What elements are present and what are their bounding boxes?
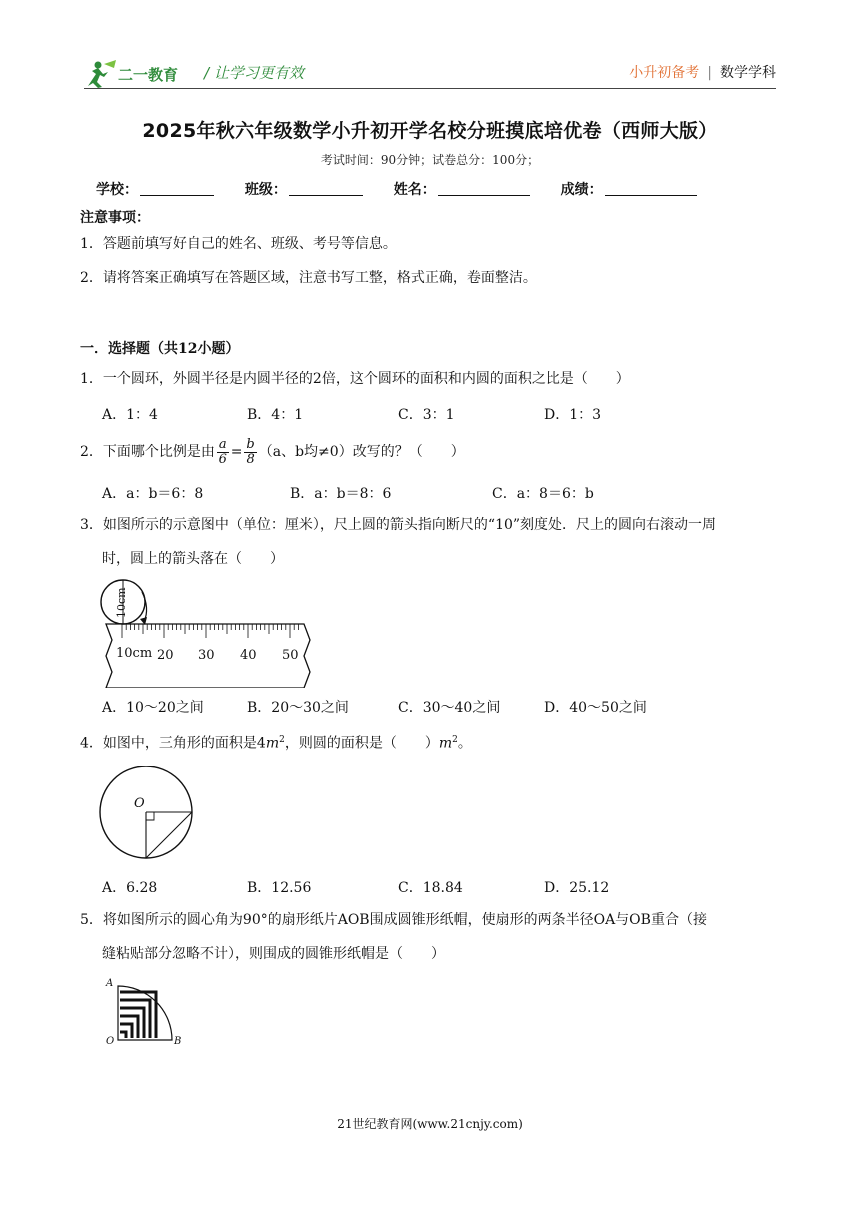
page-footer: 21世纪教育网(www.21cnjy.com)	[337, 1117, 523, 1131]
page-title: 2025年秋六年级数学小升初开学名校分班摸底培优卷（西师大版）	[142, 120, 718, 142]
q1-option-c[interactable]: C．3：1	[398, 407, 455, 423]
q4-circle-figure	[98, 766, 198, 862]
ruler-label: 30	[198, 648, 215, 663]
q1-option-d[interactable]: D．1：3	[544, 407, 602, 423]
q2-stem	[80, 434, 465, 470]
q2-equals: =	[230, 444, 243, 460]
field-class-blank[interactable]	[289, 181, 363, 196]
q2-fraction-b: $\frac{b}{8}$	[246, 436, 255, 467]
slogan: / 让学习更有效	[204, 64, 304, 82]
field-school-blank[interactable]	[140, 181, 214, 196]
q2-option-c[interactable]: C．a：8＝6：b	[492, 486, 594, 502]
q4-unit: m	[265, 735, 280, 752]
q3-option-d[interactable]: D．40～50之间	[544, 700, 647, 716]
q4-stem-pre: 4．如图中，三角形的面积是4	[80, 735, 266, 752]
field-name-blank[interactable]	[438, 181, 530, 196]
q3-stem-line1: 3．如图所示的示意图中（单位：厘米），尺上圆的箭头指向断尺的“10”刻度处．尺上的圆向右滚动一周	[80, 517, 717, 533]
q4-stem-mid: ，则圆的面积是（ ）	[284, 735, 439, 752]
q4-sup: 2	[452, 735, 458, 745]
q3-option-b[interactable]: B．20～30之间	[247, 700, 349, 716]
q4-option-a[interactable]: A．6.28	[102, 880, 158, 896]
ruler-label: 20	[157, 648, 174, 663]
q2-option-b[interactable]: B．a：b＝8：6	[290, 486, 392, 502]
q4-option-d[interactable]: D．25.12	[544, 880, 610, 896]
q1-option-a[interactable]: A．1：4	[102, 407, 158, 423]
q2-stem-pre: 2．下面哪个比例是由	[80, 444, 215, 460]
q4-stem	[80, 730, 472, 754]
header-rule	[84, 88, 776, 89]
q2-fraction-a: $\frac{a}{6}$	[218, 436, 227, 467]
q4-sup: 2	[279, 735, 285, 745]
q4-option-c[interactable]: C．18.84	[398, 880, 463, 896]
q3-option-c[interactable]: C．30～40之间	[398, 700, 501, 716]
field-score-blank[interactable]	[605, 181, 697, 196]
subject-label: 数学学科	[720, 65, 776, 81]
sector-label-b: B	[174, 1036, 182, 1047]
ruler-label: 10cm	[116, 646, 153, 661]
circle-triangle-drawing	[98, 766, 198, 862]
q2-stem-post: （a、b均≠0）改写的？（ ）	[258, 444, 465, 460]
q5-sector-figure	[104, 980, 186, 1048]
q4-stem-end: 。	[457, 735, 472, 752]
q3-ruler-figure	[98, 578, 320, 688]
q1-option-b[interactable]: B．4：1	[247, 407, 304, 423]
q4-unit: m	[438, 735, 453, 752]
header-category	[629, 62, 776, 82]
notice-heading: 注意事项：	[80, 210, 150, 226]
q3-stem-line2: 时，圆上的箭头落在（ ）	[102, 551, 284, 567]
q2-option-a[interactable]: A．a：b＝6：8	[102, 486, 204, 502]
circle-diameter-label: 10cm	[115, 587, 128, 618]
q4-option-b[interactable]: B．12.56	[247, 880, 312, 896]
sector-label-a: A	[106, 978, 114, 989]
field-name-label: 姓名：	[393, 182, 436, 198]
student-fields	[96, 179, 697, 199]
q5-stem-line2: 缝粘贴部分忽略不计），则围成的圆锥形纸帽是（ ）	[102, 946, 445, 962]
exam-info: 考试时间：90分钟；试卷总分：100分；	[320, 153, 540, 167]
q1-stem: 1．一个圆环，外圆半径是内圆半径的2倍，这个圆环的面积和内圆的面积之比是（ ）	[80, 371, 630, 387]
circle-center-label: O	[134, 796, 145, 811]
notice-item: 2．请将答案正确填写在答题区域，注意书写工整，格式正确，卷面整洁。	[80, 270, 537, 286]
notice-item: 1．答题前填写好自己的姓名、班级、考号等信息。	[80, 236, 397, 252]
ruler-drawing	[98, 578, 320, 688]
ruler-label: 50	[282, 648, 299, 663]
logo-text: 二一教育	[118, 66, 179, 84]
sector-label-o: O	[106, 1036, 115, 1047]
category-label: 小升初备考	[629, 65, 700, 81]
field-score-label: 成绩：	[560, 182, 603, 198]
ruler-label: 40	[240, 648, 257, 663]
section-heading: 一．选择题（共12小题）	[80, 341, 240, 357]
field-class-label: 班级：	[244, 182, 287, 198]
q5-stem-line1: 5．将如图所示的圆心角为90°的扇形纸片AOB围成圆锥形纸帽，使扇形的两条半径OA与OB重合（接	[80, 912, 707, 928]
q3-option-a[interactable]: A．10～20之间	[102, 700, 204, 716]
field-school-label: 学校：	[96, 182, 138, 198]
header-divider: |	[707, 65, 712, 81]
